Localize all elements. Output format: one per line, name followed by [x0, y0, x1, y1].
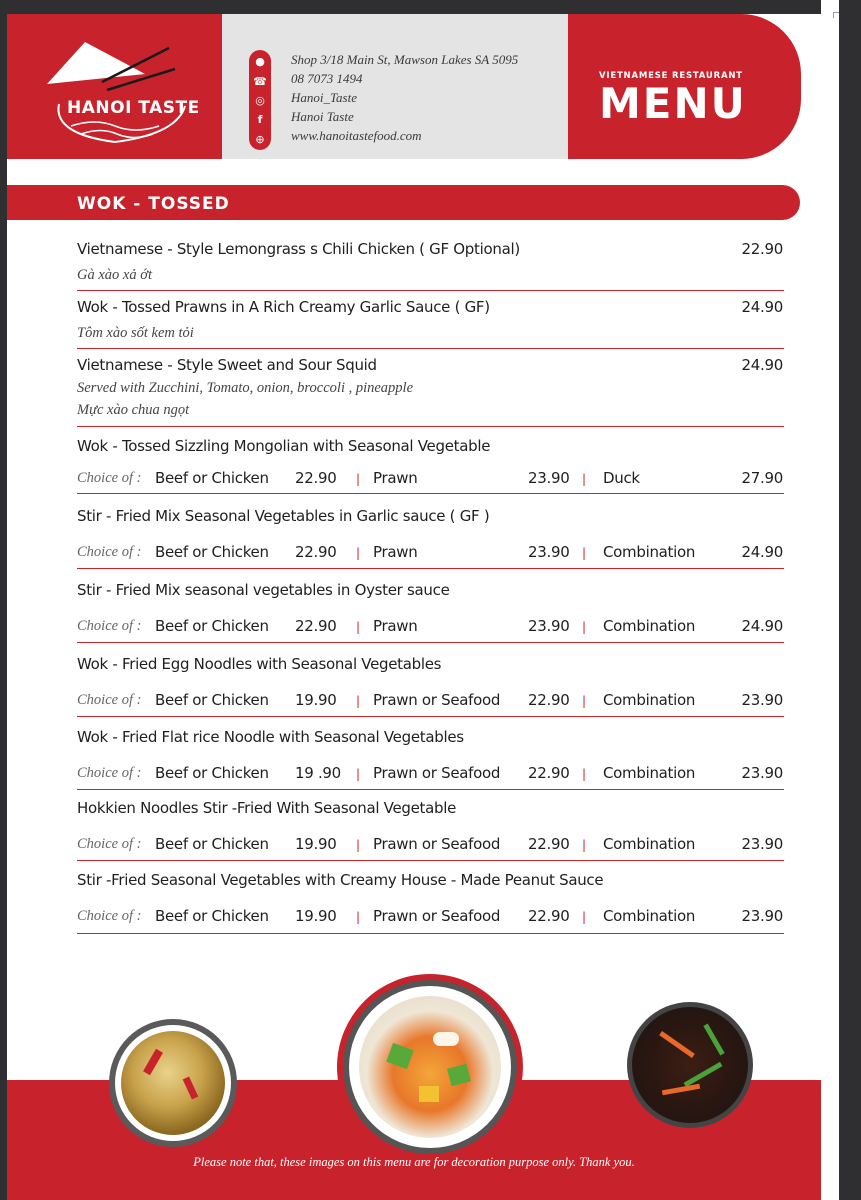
item-name: Wok - Fried Flat rice Noodle with Seasonal Vegetables: [77, 728, 464, 746]
menu-item: [77, 572, 784, 643]
option-price: 19.90: [295, 835, 337, 853]
option-label: Prawn or Seafood: [373, 835, 501, 853]
option-separator: |: [582, 838, 587, 852]
choice-label: Choice of :: [77, 470, 142, 486]
choice-label: Choice of :: [77, 908, 142, 924]
contact-facebook: Hanoi Taste: [291, 109, 354, 124]
option-label: Beef or Chicken: [155, 691, 269, 709]
option-separator: |: [582, 767, 587, 781]
option-price: 19.90: [295, 691, 337, 709]
option-label: Prawn or Seafood: [373, 764, 501, 782]
option-price: 23.90: [741, 764, 783, 782]
location-pin-icon: ●: [255, 54, 265, 68]
contact-icon-column: [249, 50, 271, 150]
menu-item: [77, 428, 784, 494]
option-label: Beef or Chicken: [155, 835, 269, 853]
contact-website: www.hanoitastefood.com: [291, 128, 422, 143]
menu-item: [77, 236, 784, 291]
option-price: 23.90: [528, 617, 570, 635]
option-price: 22.90: [528, 691, 570, 709]
option-price: 22.90: [528, 907, 570, 925]
option-price: 23.90: [741, 691, 783, 709]
choice-label: Choice of :: [77, 692, 142, 708]
option-price: 22.90: [528, 835, 570, 853]
menu-item: [77, 646, 784, 717]
option-price: 22.90: [295, 617, 337, 635]
contact-phone: 08 7073 1494: [291, 71, 363, 86]
option-label: Beef or Chicken: [155, 469, 269, 487]
menu-item: [77, 351, 784, 427]
choice-label: Choice of :: [77, 765, 142, 781]
option-label: Duck: [603, 469, 640, 487]
contact-address: Shop 3/18 Main St, Mawson Lakes SA 5095: [291, 52, 519, 67]
dish-photo-left: [109, 1019, 237, 1147]
restaurant-type-label: VIETNAMESE RESTAURANT: [599, 71, 743, 81]
item-name: Wok - Fried Egg Noodles with Seasonal Vegetables: [77, 655, 442, 673]
option-label: Combination: [603, 691, 696, 709]
option-separator: |: [582, 694, 587, 708]
option-separator: |: [356, 767, 361, 781]
menu-title: MENU: [599, 79, 747, 128]
option-separator: |: [582, 472, 587, 486]
item-description: Served with Zucchini, Tomato, onion, broccoli , pineapple: [77, 380, 414, 396]
option-label: Combination: [603, 617, 696, 635]
item-vietnamese-name: Tôm xào sốt kem tỏi: [77, 325, 194, 341]
globe-icon: ⊕: [255, 132, 265, 146]
option-price: 23.90: [741, 907, 783, 925]
disclaimer-text: Please note that, these images on this menu are for decoration purpose only. Thank you.: [193, 1155, 635, 1169]
option-separator: |: [356, 910, 361, 924]
option-separator: |: [356, 472, 361, 486]
option-label: Beef or Chicken: [155, 543, 269, 561]
choice-label: Choice of :: [77, 618, 142, 634]
option-price: 19.90: [295, 907, 337, 925]
viewer-background: [839, 0, 861, 1200]
option-label: Combination: [603, 835, 696, 853]
dish-photo-center: [337, 974, 523, 1160]
item-price: 24.90: [741, 356, 783, 374]
option-price: 19 .90: [295, 764, 341, 782]
option-separator: |: [356, 620, 361, 634]
option-price: 22.90: [295, 543, 337, 561]
option-price: 27.90: [741, 469, 783, 487]
option-separator: |: [356, 838, 361, 852]
item-name: Wok - Tossed Sizzling Mongolian with Seasonal Vegetable: [77, 437, 491, 455]
item-name: Stir - Fried Mix Seasonal Vegetables in Garlic sauce ( GF ): [77, 507, 490, 525]
option-label: Prawn or Seafood: [373, 907, 501, 925]
option-price: 24.90: [741, 617, 783, 635]
option-separator: |: [356, 694, 361, 708]
item-name: Vietnamese - Style Sweet and Sour Squid: [77, 356, 377, 374]
item-name: Vietnamese - Style Lemongrass s Chili Chicken ( GF Optional): [77, 240, 520, 258]
option-label: Prawn: [373, 469, 418, 487]
viewer-margin: [821, 0, 839, 1200]
menu-item: [77, 293, 784, 349]
option-separator: |: [582, 546, 587, 560]
option-label: Beef or Chicken: [155, 617, 269, 635]
item-price: 22.90: [741, 240, 783, 258]
section-title: WOK - TOSSED: [77, 194, 230, 214]
option-label: Beef or Chicken: [155, 907, 269, 925]
item-name: Wok - Tossed Prawns in A Rich Creamy Garlic Sauce ( GF): [77, 298, 490, 316]
option-label: Prawn or Seafood: [373, 691, 501, 709]
item-name: Hokkien Noodles Stir -Fried With Seasonal Vegetable: [77, 799, 457, 817]
option-price: 24.90: [741, 543, 783, 561]
item-vietnamese-name: Gà xào xả ớt: [77, 267, 152, 283]
brand-name: HANOI TASTE: [67, 98, 200, 118]
option-price: 23.90: [741, 835, 783, 853]
item-vietnamese-name: Mực xào chua ngọt: [77, 402, 190, 418]
option-price: 23.90: [528, 469, 570, 487]
option-label: Prawn: [373, 617, 418, 635]
menu-item: [77, 791, 784, 861]
option-label: Combination: [603, 543, 696, 561]
option-label: Beef or Chicken: [155, 764, 269, 782]
logo-panel: [7, 14, 222, 159]
menu-page: [7, 14, 821, 1200]
contact-instagram: Hanoi_Taste: [291, 90, 357, 105]
menu-item: [77, 719, 784, 790]
item-name: Stir - Fried Mix seasonal vegetables in Oyster sauce: [77, 581, 450, 599]
menu-item: [77, 498, 784, 569]
option-label: Combination: [603, 764, 696, 782]
item-name: Stir -Fried Seasonal Vegetables with Creamy House - Made Peanut Sauce: [77, 871, 604, 889]
choice-label: Choice of :: [77, 836, 142, 852]
option-price: 22.90: [295, 469, 337, 487]
option-separator: |: [582, 910, 587, 924]
dish-photo-right: [627, 1002, 753, 1128]
option-separator: |: [356, 546, 361, 560]
item-price: 24.90: [741, 298, 783, 316]
option-price: 22.90: [528, 764, 570, 782]
phone-icon: ☎: [253, 74, 267, 88]
option-price: 23.90: [528, 543, 570, 561]
choice-label: Choice of :: [77, 544, 142, 560]
option-label: Prawn: [373, 543, 418, 561]
instagram-icon: ◎: [255, 93, 265, 107]
option-label: Combination: [603, 907, 696, 925]
option-separator: |: [582, 620, 587, 634]
hat-chopsticks-logo-icon: [7, 14, 222, 159]
facebook-icon: f: [257, 112, 263, 126]
menu-item: [77, 863, 784, 934]
